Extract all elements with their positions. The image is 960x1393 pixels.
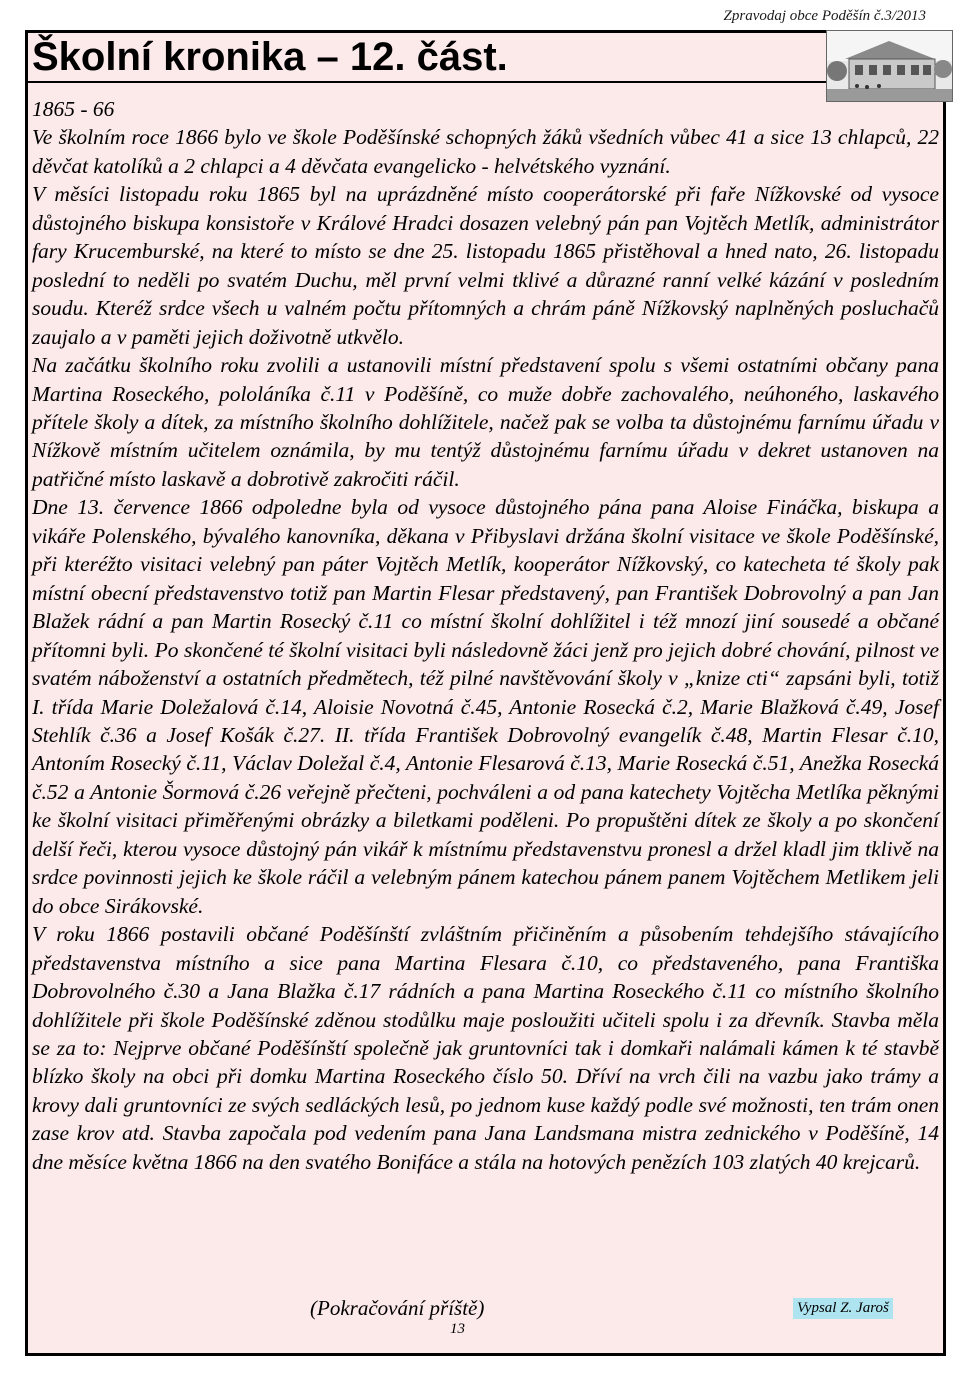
paragraph-cooperator: V měsíci listopadu roku 1865 byl na uprázdněné místo cooperátorské při faře Nížkovské od vysoce důstojného biskupa konsistoře v Králové Hradci dosazen velebný pán pan Vojtěch Metlík, administrátor fary Krucemburské, na které to místo se dne 25. listopadu 1865 přistěhoval a hned nato, 26. listopadu poslední to neděli po svatém Duchu, měl první velmi tklivé a důrazné ranní velké kázání v posledním soudu. Kteréž srdce všech u valném počtu přítomných a chrám páně Nížkovský naplněných posluchačů zaujalo a v paměti jejich doživotně utkvělo. [32, 182, 939, 349]
title-band [28, 33, 943, 83]
article-title: Školní kronika – 12. část. [32, 35, 508, 79]
newsletter-header: Zpravodaj obce Poděšín č.3/2013 [723, 8, 926, 24]
paragraph-barn: V roku 1866 postavili občané Poděšínští zvláštním přičiněním a působením tehdejšího stávajícího představenstva místního a sice pana Martina Flesara č.10, co představeného, pana Františka Dobrovolného č.30 a Jana Blažka č.17 rádních a pana Martina Roseckého č.11 co místního školního dohlížitele při škole Poděšínské zděnou stodůlku maje posloužiti učiteli spolu i za dřevník. Stavba měla se za to: Nejprve občané Poděšínští společně jak gruntovníci tak i domkaři nalámali kámen k té stavbě blízko školy na obci při domku Martina Roseckého číslo 50. Dříví na vrch čili na vazbu jako trámy a krovy dali gruntovníci ze svých sedláckých lesů, po jednom kuse každý podle své možnosti, ten trám onen zase krov atd. Stavba započala pod vedením pana Jana Landsmana mistra zednického v Poděšíně, 14 dne měsíce května 1866 na den svatého Bonifáce a stála na hotových penězích 103 zlatých 40 krejcarů. [32, 922, 939, 1174]
paragraph-visitation: Dne 13. července 1866 odpoledne byla od vysoce důstojného pána pana Aloise Fináčka, biskupa a vikáře Polenského, bývalého kanovníka, děkana v Přibyslavi držána školní visitace ve škole Poděšínské, při kteréžto visitaci velebný pan páter Vojtěch Metlík, kooperátor Nížkovský, co katecheta té školy pak místní obecní představenstvo totiž pan Martin Flesar představený, pan František Dobrovolný a pan Jan Blažek rádní a pan Martin Rosecký č.11 co místní školní dohlížitel i též mnozí jiní sousedé a občané přítomni byli. Po skončené té školní visitaci byli následovně žáci jenž pro jejich dobré chování, pilnost ve svatém náboženství a ostatních předmětech, též pilné navštěvování školy v „knize cti“ zapsáni byli, totiž I. třída Marie Doležalová č.14, Aloisie Novotná č.45, Antonie Rosecká č.2, Marie Blažková č.49, Josef Stehlík č.36 a Josef Košák č.27. II. třída František Dobrovolný evangelík č.48, Martin Flesar č.10, Antoním Rosecký č.11, Václav Doležal č.4, Antonie Flesarová č.13, Marie Rosecká č.51, Anežka Rosecká č.52 a Antonie Šormová č.26 veřejně přečteni, pochváleni a od pana katechety Vojtěcha Metlíka pěknými ke školní visitaci přiměřenými obrázky a biletkami poděleni. Po propuštěni dítek ze školy a po skončení delší řeči, kterou vysoce důstojný pán vikář k místnímu představenstvu pronesl a držel kladl jim tklivě na srdce povinnosti jejich ke škole ráčil a velebným pánem katechou pánem panem Vojtěchem Metlikem jeli do obce Sirákovské. [32, 495, 939, 918]
article-frame [25, 30, 946, 1356]
continued-note: (Pokračování příště) [310, 1296, 485, 1320]
school-photo-icon [827, 31, 952, 101]
paragraph-year: 1865 - 66 [32, 97, 115, 121]
paragraph-pupils: Ve školním roce 1866 bylo ve škole Poděšínské schopných žáků všedních vůbec 41 a sice 13 chlapců, 22 děvčat katolíků a 2 chlapci a 4 děvčata evangelicko - helvétského vyznání. [32, 125, 939, 178]
school-building-photo [826, 30, 953, 102]
author-credit: Vypsal Z. Jaroš [793, 1298, 893, 1319]
page-number: 13 [450, 1321, 465, 1337]
article-body [32, 95, 939, 1176]
paragraph-supervisor: Na začátku školního roku zvolili a ustanovili místní představení spolu s všemi ostatními občany pana Martina Roseckého, pololáníka č.11 v Poděšíně, co muže dobře zachovalého, neúhoného, laskavého přítele školy a dítek, za místního školního dohlížitele, načež pak se volba ta důstojnému farnímu úřadu v Nížkově místním učitelem oznámila, by mu tentýž důstojnému farnímu úřadu v dekret ustanoven na patřičné místo laskavě a dobrotivě zakročiti ráčil. [32, 353, 939, 491]
